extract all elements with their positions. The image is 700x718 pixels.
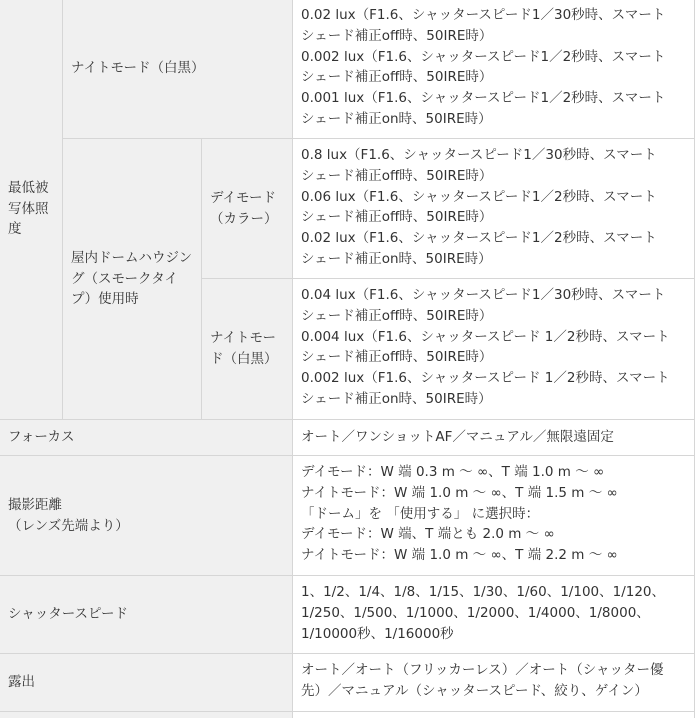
min-illumination-label-line: 写体照	[8, 200, 49, 217]
value-line: 「ドーム」を 「使用する」 に選択時：	[301, 505, 540, 522]
value-line: 先）／マニュアル（シャッタースピード、絞り、ゲイン）	[301, 682, 648, 699]
focus-label: フォーカス	[8, 429, 75, 446]
value-line: 0.06 lux（F1.6、シャッタースピード1／2秒時、スマート	[301, 188, 657, 205]
value-line: シェード補正on時、50IRE時）	[301, 110, 492, 127]
distance-value	[293, 456, 695, 576]
value-line: シェード補正off時、50IRE時）	[301, 167, 493, 184]
dome-night-mode-label-line: ナイトモー	[210, 330, 277, 347]
shutter-label: シャッタースピード	[8, 606, 129, 623]
dome-night-mode-header	[202, 279, 293, 420]
shutter-value	[293, 576, 695, 654]
value-line: 1、1/2、1/4、1/8、1/15、1/30、1/60、1/100、1/120、	[301, 584, 666, 600]
day-mode-label-line: （カラー）	[210, 210, 278, 227]
min-illumination-header	[0, 0, 63, 420]
value-line: シェード補正off時、50IRE時）	[301, 69, 493, 86]
value-line: 0.001 lux（F1.6、シャッタースピード1／2秒時、スマート	[301, 90, 666, 107]
value-line: シェード補正off時、50IRE時）	[301, 307, 493, 324]
value-line: デイモード：W 端、T 端とも 2.0 m ～ ∞	[301, 526, 555, 543]
day-mode-label-line: デイモード	[210, 189, 277, 206]
next-row-header	[0, 712, 293, 718]
value-line: 1/10000秒、1/16000秒	[301, 625, 454, 642]
value-line: オート／ワンショットAF／マニュアル／無限遠固定	[301, 429, 614, 445]
dome-housing-header	[63, 139, 202, 420]
dome-housing-label-line: プ）使用時	[71, 291, 139, 308]
distance-header	[0, 456, 293, 576]
next-row-value	[293, 712, 695, 718]
value-line: 0.04 lux（F1.6、シャッタースピード1／30秒時、スマート	[301, 287, 666, 303]
value-line: シェード補正on時、50IRE時）	[301, 390, 492, 407]
value-line: 0.002 lux（F1.6、シャッタースピード1／2秒時、スマート	[301, 48, 666, 65]
value-line: 1/250、1/500、1/1000、1/2000、1/4000、1/8000、	[301, 604, 650, 621]
night-mode-header	[63, 0, 293, 139]
day-mode-header	[202, 139, 293, 279]
value-line: 0.8 lux（F1.6、シャッタースピード1／30秒時、スマート	[301, 147, 657, 163]
distance-label-line: （レンズ先端より）	[8, 517, 129, 534]
value-line: ナイトモード：W 端 1.0 m ～ ∞、T 端 2.2 m ～ ∞	[301, 547, 618, 564]
value-line: シェード補正off時、50IRE時）	[301, 209, 493, 226]
value-line: ナイトモード：W 端 1.0 m ～ ∞、T 端 1.5 m ～ ∞	[301, 484, 618, 501]
day-mode-value	[293, 139, 695, 279]
min-illumination-label-line: 度	[8, 221, 22, 238]
night-mode-value	[293, 0, 695, 139]
dome-housing-label-line: 屋内ドームハウジン	[71, 249, 193, 266]
focus-header	[0, 420, 293, 456]
shutter-header	[0, 576, 293, 654]
value-line: 0.004 lux（F1.6、シャッタースピード 1／2秒時、スマート	[301, 328, 670, 345]
min-illumination-label-line: 最低被	[8, 179, 49, 196]
value-line: 0.002 lux（F1.6、シャッタースピード 1／2秒時、スマート	[301, 370, 670, 387]
value-line: 0.02 lux（F1.6、シャッタースピード1／2秒時、スマート	[301, 230, 657, 247]
value-line: オート／オート（フリッカーレス）／オート（シャッター優	[301, 662, 664, 678]
exposure-header	[0, 654, 293, 712]
value-line: シェード補正off時、50IRE時）	[301, 349, 493, 366]
night-mode-label: ナイトモード（白黒）	[71, 60, 205, 77]
value-line: 0.02 lux（F1.6、シャッタースピード1／30秒時、スマート	[301, 7, 666, 23]
dome-night-mode-label-line: ド（白黒）	[210, 351, 278, 367]
exposure-label: 露出	[8, 674, 35, 691]
exposure-value	[293, 654, 695, 712]
focus-value	[293, 420, 695, 456]
value-line: デイモード：W 端 0.3 m ～ ∞、T 端 1.0 m ～ ∞	[301, 464, 605, 480]
dome-housing-label-line: グ（スモークタイ	[71, 270, 178, 287]
distance-label-line: 撮影距離	[8, 496, 62, 513]
value-line: シェード補正off時、50IRE時）	[301, 27, 493, 44]
value-line: シェード補正on時、50IRE時）	[301, 250, 492, 267]
dome-night-mode-value	[293, 279, 695, 420]
